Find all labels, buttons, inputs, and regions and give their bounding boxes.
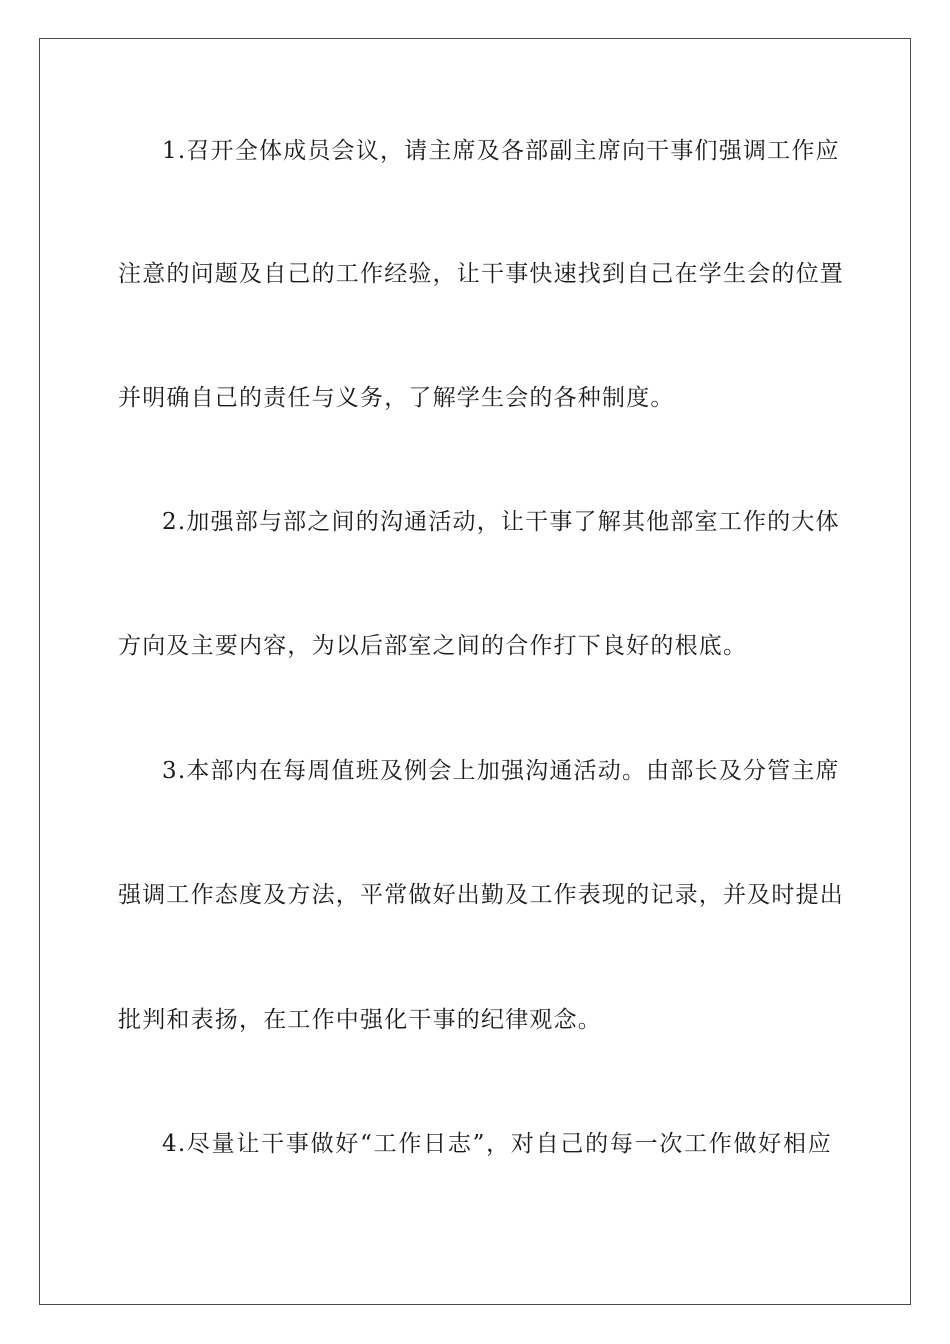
paragraph-3-line-1: 3.本部内在每周值班及例会上加强沟通活动。由部长及分管主席 (162, 758, 840, 784)
paragraph-1-line-3: 并明确自己的责任与义务，了解学生会的各种制度。 (118, 385, 675, 411)
paragraph-2-line-1: 2.加强部与部之间的沟通活动，让干事了解其他部室工作的大体 (162, 509, 840, 535)
paragraph-2-line-2: 方向及主要内容，为以后部室之间的合作打下良好的根底。 (118, 633, 748, 659)
paragraph-4-line-1: 4.尽量让干事做好“工作日志”，对自己的每一次工作做好相应 (162, 1131, 832, 1157)
page-border (39, 38, 911, 1305)
paragraph-1-line-2: 注意的问题及自己的工作经验，让干事快速找到自己在学生会的位置 (118, 261, 844, 287)
paragraph-3-line-2: 强调工作态度及方法，平常做好出勤及工作表现的记录，并及时提出 (118, 882, 844, 908)
paragraph-3-line-3: 批判和表扬，在工作中强化干事的纪律观念。 (118, 1007, 602, 1033)
paragraph-1-line-1: 1.召开全体成员会议，请主席及各部副主席向干事们强调工作应 (162, 138, 840, 164)
